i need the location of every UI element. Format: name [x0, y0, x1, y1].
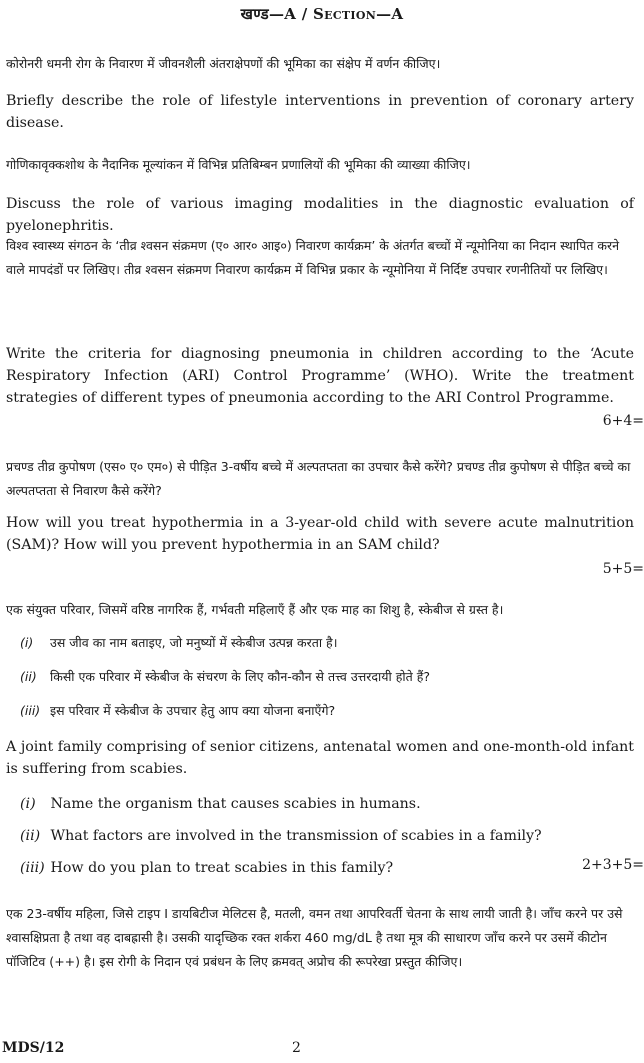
- section-heading: [0, 4, 644, 24]
- q6-hindi: एक 23-वर्षीय महिला, जिसे टाइप I डायबिटीज मेलिटस है, मतली, वमन तथा आपरिवर्ती चेतना के साथ लायी जाती है। जाँच करने पर उसे श्वासक्षिप्रता है तथा वह दाबह्रासी है। उसकी यादृच्छिक रक्त शर्करा 460 mg/dL है तथा मूत्र की साधारण जाँच करने पर उसमें कीटोन पॉजिटिव (++) है। इस रोगी के निदान एवं प्रबंधन के लिए क्रमवत् अप्रोच की रूपरेखा प्रस्तुत कीजिए।: [6, 906, 623, 969]
- q4-marks: 5+5=: [602, 561, 644, 577]
- part-number: (i): [20, 796, 36, 812]
- q3-english: Write the criteria for diagnosing pneumonia in children according to the ‘Acute Respiratory Infection (ARI) Control Programme’ (WHO). Write the treatment strategies of different types of pneumonia according to the ARI Control Programme.: [6, 346, 634, 406]
- q5-english-part-2: [20, 825, 634, 847]
- q5-hindi: एक संयुक्त परिवार, जिसमें वरिष्ठ नागरिक हैं, गर्भवती महिलाएँ हैं और एक माह का शिशु है, स्केबीज से ग्रस्त है।: [6, 602, 504, 617]
- q5-hindi-part-2: [20, 665, 634, 689]
- part-text: What factors are involved in the transmission of scabies in a family?: [50, 828, 542, 844]
- q3-hindi: विश्व स्वास्थ्य संगठन के ‘तीव्र श्वसन संक्रमण (ए० आर० आइ०) निवारण कार्यक्रम’ के अंतर्गत बच्चों में न्यूमोनिया का निदान स्थापित करने वाले मापदंडों पर लिखिए। तीव्र श्वसन संक्रमण निवारण कार्यक्रम में विभिन्न प्रकार के न्यूमोनिया में निर्दिष्ट उपचार रणनीतियों पर लिखिए।: [6, 238, 620, 277]
- q1-english: Briefly describe the role of lifestyle interventions in prevention of coronary artery disease.: [6, 93, 634, 131]
- q3-marks: 6+4=: [602, 413, 644, 429]
- part-text: किसी एक परिवार में स्केबीज के संचरण के लिए कौन-कौन से तत्त्व उत्तरदायी होते हैं?: [49, 669, 430, 684]
- part-text: इस परिवार में स्केबीज के उपचार हेतु आप क्या योजना बनाएँगे?: [49, 703, 336, 718]
- part-text: उस जीव का नाम बताइए, जो मनुष्यों में स्केबीज उत्पन्न करता है।: [49, 635, 338, 650]
- q5-hindi-part-3: [20, 699, 634, 723]
- q5-hindi-part-1: [20, 631, 634, 655]
- q5-english-part-1: [20, 793, 634, 815]
- part-number: (ii): [20, 828, 41, 844]
- q1-hindi: कोरोनरी धमनी रोग के निवारण में जीवनशैली अंतराक्षेपणों की भूमिका का संक्षेप में वर्णन कीजिए।: [6, 56, 441, 71]
- paper-code: MDS/12: [2, 1040, 65, 1056]
- part-number: (iii): [20, 860, 45, 876]
- part-text: How do you plan to treat scabies in this family?: [50, 860, 394, 876]
- q2-hindi: गोणिकावृक्कशोथ के नैदानिक मूल्यांकन में विभिन्न प्रतिबिम्बन प्रणालियों की भूमिका की व्याख्या कीजिए।: [6, 157, 471, 172]
- q5-english-part-3: [20, 857, 634, 879]
- part-number: (iii): [20, 703, 41, 718]
- q4-hindi: प्रचण्ड तीव्र कुपोषण (एस० ए० एम०) से पीड़ित 3-वर्षीय बच्चे में अल्पतप्तता का उपचार कैसे करेंगे? प्रचण्ड तीव्र कुपोषण से पीड़ित बच्चे का अल्पतप्तता से निवारण कैसे करेंगे?: [6, 459, 631, 498]
- page-number: 2: [292, 1040, 301, 1056]
- q5-marks: 2+3+5=: [582, 857, 644, 873]
- q4-english: How will you treat hypothermia in a 3-year-old child with severe acute malnutrition (SAM)? How will you prevent hypothermia in an SAM child?: [6, 515, 634, 553]
- section-heading-english: Section—A: [313, 5, 404, 23]
- part-number: (ii): [20, 669, 37, 684]
- q2-english: Discuss the role of various imaging modalities in the diagnostic evaluation of pyelonephritis.: [6, 196, 634, 234]
- q5-english: A joint family comprising of senior citizens, antenatal women and one-month-old infant is suffering from scabies.: [6, 739, 634, 777]
- section-heading-prefix: खण्ड—A /: [240, 5, 314, 23]
- part-number: (i): [20, 635, 34, 650]
- part-text: Name the organism that causes scabies in humans.: [50, 796, 421, 812]
